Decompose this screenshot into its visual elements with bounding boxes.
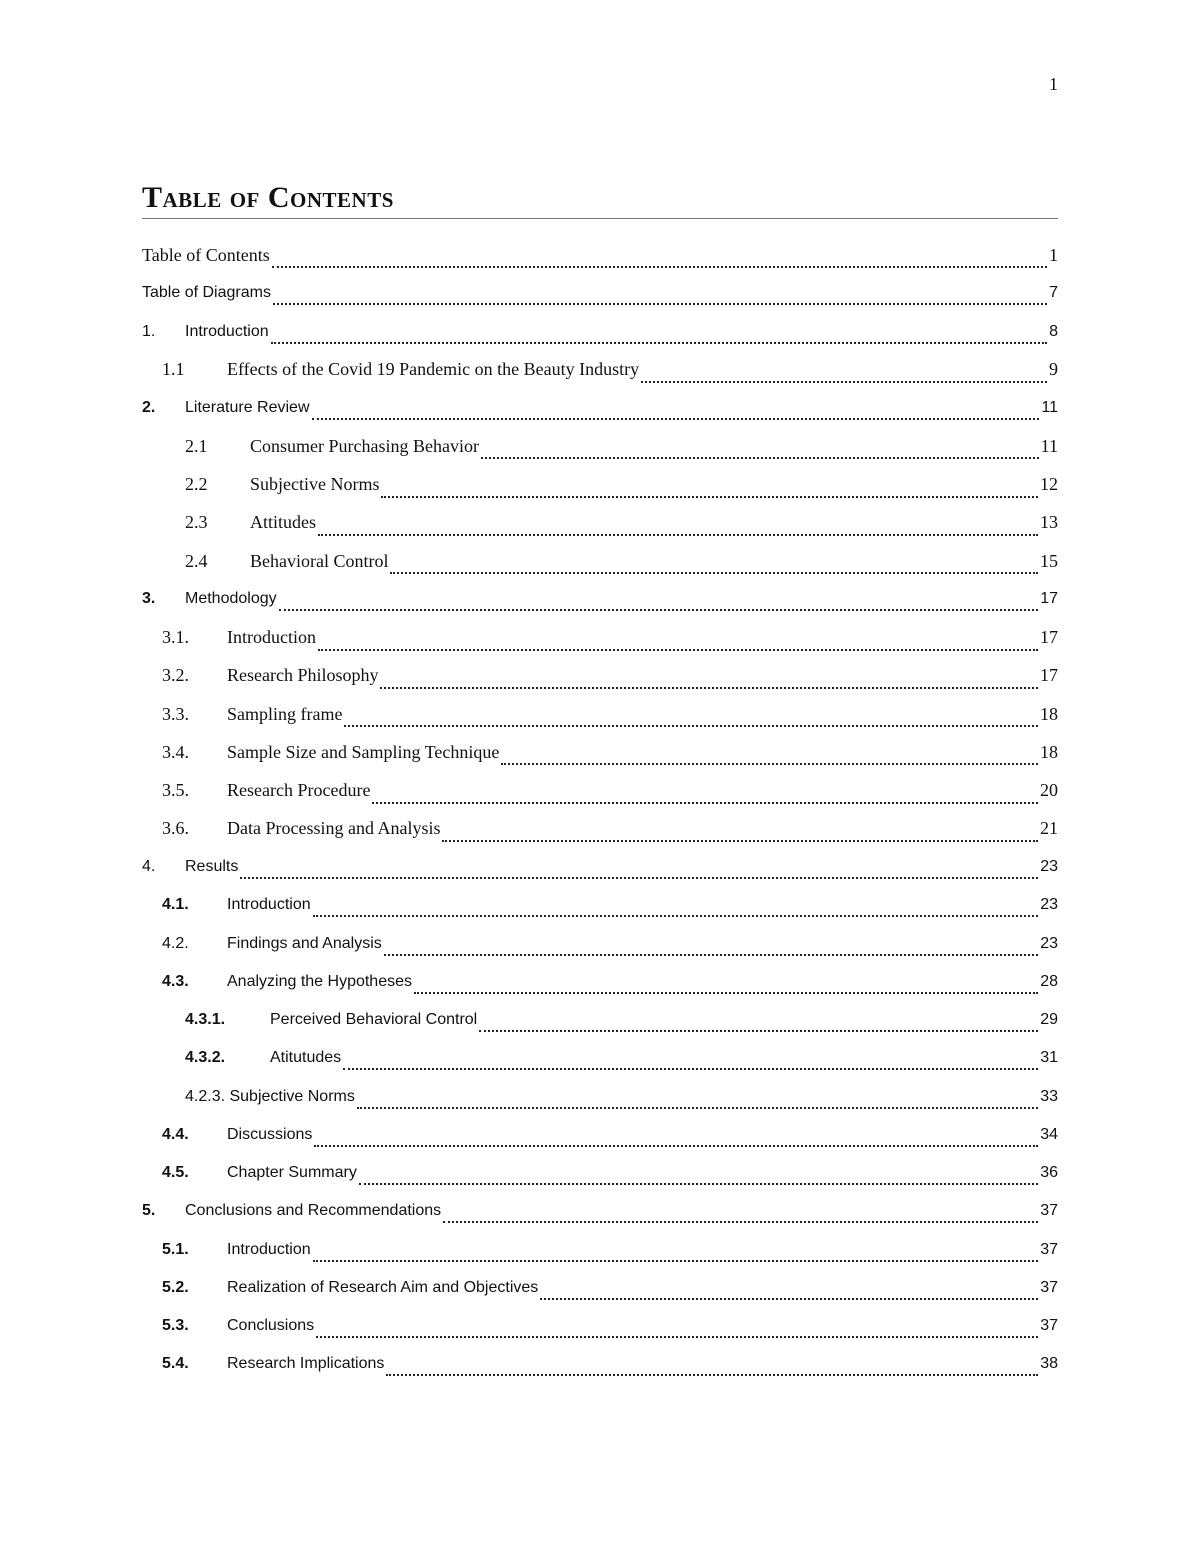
toc-entry[interactable] [142,695,1058,733]
toc-entry-number: 4.3. [162,972,189,990]
toc-entry-page-number: 21 [1040,818,1058,839]
toc-entry[interactable] [142,389,1058,427]
toc-entry-page-number: 33 [1040,1087,1058,1105]
dot-leader [314,1129,1038,1147]
toc-entry[interactable] [142,925,1058,963]
toc-entry[interactable] [142,810,1058,848]
toc-entry[interactable] [142,733,1058,771]
toc-entry-title[interactable]: Behavioral Control [250,550,389,571]
toc-entry-title[interactable]: Introduction [227,627,316,648]
toc-entry-title[interactable]: Analyzing the Hypotheses [227,972,412,990]
toc-entry[interactable] [142,313,1058,351]
toc-entry[interactable] [142,1345,1058,1383]
toc-entry-title[interactable]: Attitudes [250,512,316,533]
toc-entry-title[interactable]: Conclusions [227,1317,315,1335]
toc-entry-page-number: 11 [1040,435,1058,456]
toc-entry-page-number: 15 [1040,550,1058,571]
dot-leader [380,669,1038,689]
dot-leader [343,1052,1038,1070]
toc-entry[interactable] [142,1154,1058,1192]
toc-entry-number: 3.4. [162,741,189,762]
dot-leader [372,784,1038,804]
toc-entry-page-number: 13 [1040,512,1058,533]
toc-entry[interactable] [142,466,1058,504]
toc-entry-number: 3. [142,590,156,608]
toc-entry-page-number: 28 [1040,972,1058,990]
dot-leader [272,248,1047,268]
toc-entry-title[interactable]: Subjective Norms [250,474,380,495]
toc-entry-number: 1. [142,322,156,340]
toc-entry-number: 2.1 [185,435,208,456]
toc-entry-number: 5.2. [162,1278,189,1296]
toc-entry-number: 4.3.1. [185,1011,226,1029]
toc-entry-page-number: 37 [1040,1278,1058,1296]
dot-leader [357,1091,1038,1109]
toc-entry-number: 2.4 [185,550,208,571]
toc-entry-title[interactable]: Introduction [185,322,269,340]
toc-entry-number: 5.1. [162,1240,189,1258]
toc-entry[interactable] [142,1192,1058,1230]
toc-entry-number: 4.3.2. [185,1049,226,1067]
toc-entry[interactable] [142,1307,1058,1345]
toc-entry[interactable] [142,236,1058,274]
dot-leader [384,938,1038,956]
dot-leader [316,1320,1038,1338]
toc-entry[interactable] [142,504,1058,542]
dot-leader [381,478,1038,498]
toc-entry-page-number: 11 [1041,399,1058,417]
toc-entry-page-number: 37 [1040,1317,1058,1335]
toc-entry-number: 2.3 [185,512,208,533]
toc-entry-number: 5. [142,1202,156,1220]
toc-entry-number: 3.1. [162,627,189,648]
table-of-contents-list [142,236,1058,1384]
toc-entry-title[interactable]: Research Philosophy [227,665,379,686]
dot-leader [443,1205,1038,1223]
toc-entry-page-number: 29 [1040,1011,1058,1029]
page-number: 1 [1049,74,1058,94]
toc-entry-page-number: 34 [1040,1125,1058,1143]
dot-leader [442,822,1038,842]
toc-entry[interactable] [142,1116,1058,1154]
dot-leader [540,1282,1038,1300]
dot-leader [279,593,1039,611]
toc-entry-number: 3.5. [162,780,189,801]
toc-entry-page-number: 12 [1040,474,1058,495]
toc-entry-title[interactable]: Findings and Analysis [227,934,382,952]
toc-entry-number: 4.5. [162,1164,189,1182]
toc-entry-title[interactable]: Data Processing and Analysis [227,818,441,839]
toc-entry-title[interactable]: Perceived Behavioral Control [270,1011,478,1029]
toc-entry[interactable] [142,886,1058,924]
toc-entry-number: 3.3. [162,703,189,724]
toc-entry-number: 5.4. [162,1355,189,1373]
toc-entry-page-number: 20 [1040,780,1058,801]
toc-entry-title[interactable]: Table of Contents [142,244,270,265]
toc-entry-title[interactable]: Research Implications [227,1355,385,1373]
toc-entry-page-number: 17 [1040,590,1058,608]
toc-entry-title[interactable]: Atitutudes [270,1049,342,1067]
toc-entry[interactable] [142,848,1058,886]
toc-entry[interactable] [142,1039,1058,1077]
toc-entry-title[interactable]: Chapter Summary [227,1164,357,1182]
toc-entry-page-number: 37 [1040,1240,1058,1258]
toc-entry-number: 4.1. [162,896,189,914]
heading-divider [142,218,1058,219]
dot-leader [273,287,1047,305]
dot-leader [414,976,1038,994]
toc-entry[interactable] [142,274,1058,312]
toc-entry-number: 4. [142,858,156,876]
dot-leader [318,516,1038,536]
toc-entry-title[interactable]: 4.2.3. Subjective Norms [185,1087,355,1105]
dot-leader [481,439,1039,459]
toc-entry[interactable] [142,657,1058,695]
toc-entry-page-number: 18 [1040,741,1058,762]
toc-entry-page-number: 7 [1049,284,1058,302]
toc-entry[interactable] [142,619,1058,657]
toc-entry-page-number: 37 [1040,1202,1058,1220]
toc-entry-title[interactable]: Introduction [227,1240,311,1258]
toc-entry[interactable] [142,772,1058,810]
toc-entry[interactable] [142,580,1058,618]
toc-entry-title[interactable]: Research Procedure [227,780,371,801]
toc-entry[interactable] [142,1231,1058,1269]
toc-entry-page-number: 17 [1040,627,1058,648]
toc-entry-title[interactable]: Sampling frame [227,703,343,724]
toc-entry[interactable] [142,427,1058,465]
toc-entry-title[interactable]: Introduction [227,896,311,914]
toc-entry-number: 2.2 [185,474,208,495]
toc-entry-title[interactable]: Realization of Research Aim and Objectives [227,1278,539,1296]
page-title: Table of Contents [142,181,394,214]
dot-leader [359,1167,1038,1185]
toc-entry-title[interactable]: Literature Review [185,399,310,417]
dot-leader [390,554,1038,574]
toc-entry-number: 3.6. [162,818,189,839]
toc-entry-page-number: 8 [1049,322,1058,340]
toc-entry-number: 4.4. [162,1125,189,1143]
dot-leader [240,861,1038,879]
dot-leader [313,899,1039,917]
dot-leader [386,1358,1038,1376]
toc-entry-page-number: 23 [1040,858,1058,876]
toc-entry-page-number: 31 [1040,1049,1058,1067]
toc-entry[interactable] [142,351,1058,389]
toc-entry-number: 1.1 [162,359,185,380]
dot-leader [479,1014,1038,1032]
toc-entry[interactable] [142,963,1058,1001]
toc-entry-page-number: 1 [1049,244,1058,265]
dot-leader [344,707,1038,727]
toc-entry-page-number: 18 [1040,703,1058,724]
dot-leader [318,631,1038,651]
toc-entry-title[interactable]: Methodology [185,590,277,608]
dot-leader [501,745,1038,765]
dot-leader [271,326,1047,344]
toc-entry-title[interactable]: Sample Size and Sampling Technique [227,741,500,762]
toc-entry-number: 2. [142,399,156,417]
dot-leader [312,402,1040,420]
dot-leader [641,363,1047,383]
toc-entry-page-number: 23 [1040,896,1058,914]
toc-entry-number: 5.3. [162,1317,189,1335]
toc-entry-number: 4.2. [162,934,189,952]
toc-entry-title[interactable]: Discussions [227,1125,313,1143]
toc-entry-title[interactable]: Conclusions and Recommendations [185,1202,442,1220]
toc-entry-title[interactable]: Results [185,858,239,876]
toc-entry[interactable] [142,1001,1058,1039]
toc-entry-number: 3.2. [162,665,189,686]
toc-entry-title[interactable]: Effects of the Covid 19 Pandemic on the Beauty Industry [227,359,640,380]
toc-entry-title[interactable]: Table of Diagrams [142,284,271,302]
toc-entry[interactable] [142,542,1058,580]
toc-entry-page-number: 17 [1040,665,1058,686]
toc-entry-page-number: 9 [1049,359,1058,380]
toc-entry-page-number: 36 [1040,1164,1058,1182]
toc-entry-page-number: 23 [1040,934,1058,952]
toc-entry[interactable] [142,1269,1058,1307]
toc-entry-page-number: 38 [1040,1355,1058,1373]
toc-entry[interactable] [142,1078,1058,1116]
toc-entry-title[interactable]: Consumer Purchasing Behavior [250,435,479,456]
dot-leader [313,1244,1039,1262]
